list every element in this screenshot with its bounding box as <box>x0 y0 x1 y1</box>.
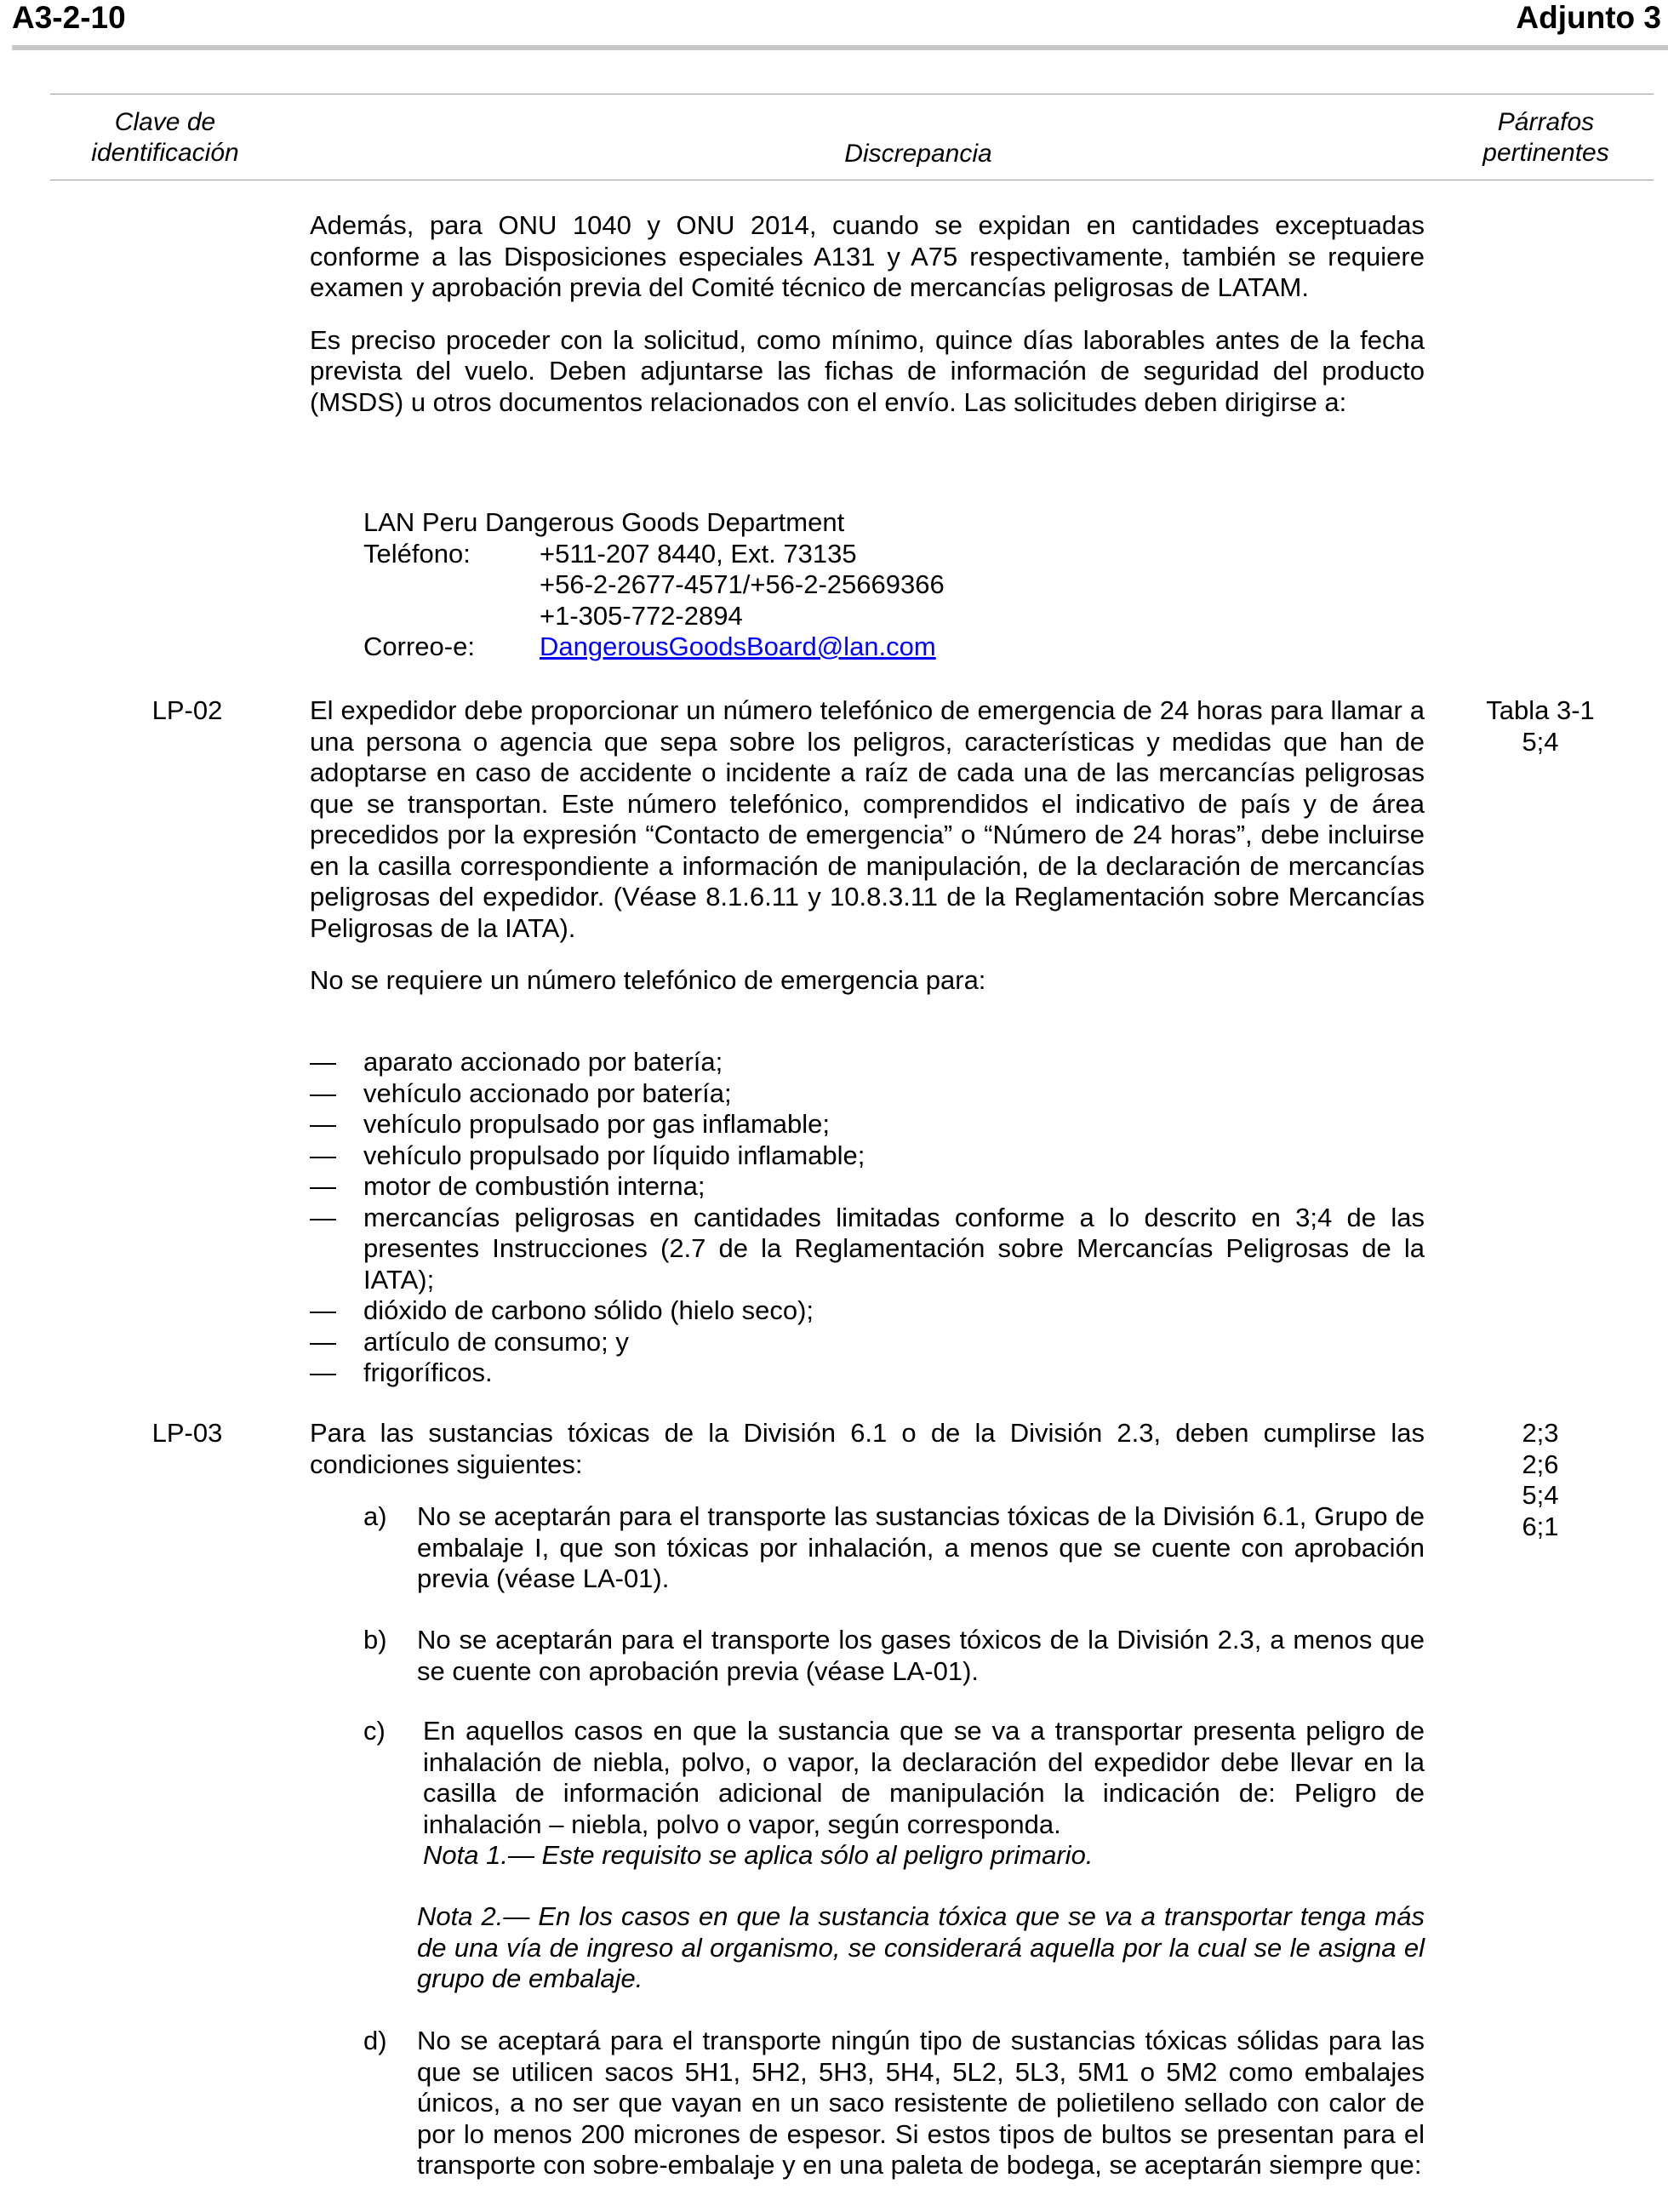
lp03-id: LP-03 <box>151 1418 223 1448</box>
phone-2: +56-2-2677-4571/+56-2-25669366 <box>540 569 945 599</box>
lp02-paragraph-1: El expedidor debe proporcionar un número telefónico de emergencia de 24 horas para llamar a una persona o agencia que sepa sobre los peligros, características y medidas que han de adoptarse en caso de accidente o incidente a raíz de cada una de las mercancías peligrosas que se transportan. Este número telefónico, comprendidos el indicativo de país y de área precedidos por la expresión “Contacto de emergencia” o “Número de 24 horas”, debe incluirse en la casilla correspondiente a información de manipulación, de la declaración de mercancías peligrosas del expedidor. (Véase 8.1.6.11 y 10.8.3.11 de la Reglamentación sobre Mercancías Peligrosas de la IATA). <box>310 695 1425 943</box>
header-rule <box>12 45 1668 50</box>
condition-d: d) No se aceptará para el transporte ningún tipo de sustancias tóxicas sólidas para las que se utilicen sacos 5H1, 5H2, 5H3, 5H4, 5L2, 5L3, 5M1 o 5M2 como embalajes únicos, a no ser que vayan en un saco resistente de polietileno sellado con calor de por lo menos 200 micrones de espesor. Si estos tipos de bultos se presentan para el transporte con sobre-embalaje y en una paleta de bodega, se aceptarán siempre que: <box>363 2026 1425 2180</box>
column-discrepancy-heading: Discrepancia <box>844 140 992 168</box>
note-2: Nota 2.— En los casos en que la sustancia tóxica que se va a transportar tenga más de una vía de ingreso al organismo, se considerará aquella por la cual se le asigna el grupo de embalaje. <box>417 1901 1425 1993</box>
email-label: Correo-e: <box>363 632 475 661</box>
phone-1: +511-207 8440, Ext. 73135 <box>540 538 857 569</box>
list-item: — mercancías peligrosas en cantidades limitadas conforme a lo descrito en 3;4 de las presentes Instrucciones (2.7 de la Reglamentación sobre Mercancías Peligrosas de la IATA); <box>310 1202 1425 1295</box>
lp02-refs: Tabla 3-1 5;4 <box>1486 695 1595 757</box>
condition-c: c) En aquellos casos en que la sustancia que se va a transportar presenta peligro de inhalación de niebla, polvo, o vapor, la declaración del expedidor debe llevar en la casilla de información adicional de manipulación la indicación de: Peligro de inhalación – niebla, polvo o vapor, según corresponda. Nota 1.— Este requisito se aplica sólo al peligro primario. <box>363 1716 1425 1870</box>
intro-paragraph-2: Es preciso proceder con la solicitud, como mínimo, quince días laborables antes de la fecha prevista del vuelo. Deben adjuntarse las fichas de información de seguridad del producto (MSDS) u otros documentos relacionados con el envío. Las solicitudes deben dirigirse a: <box>310 324 1425 417</box>
lp03-refs: 2;3 2;6 5;4 6;1 <box>1522 1418 1559 1541</box>
intro-paragraph-1: Además, para ONU 1040 y ONU 2014, cuando se expidan en cantidades exceptuadas conforme a las Disposiciones especiales A131 y A75 respectivamente, también se requiere examen y aprobación previa del Comité técnico de mercancías peligrosas de LATAM. <box>310 210 1425 302</box>
lp02-id: LP-02 <box>151 695 223 725</box>
list-item: — dióxido de carbono sólido (hielo seco); <box>310 1295 814 1325</box>
lp02-paragraph-2: No se requiere un número telefónico de emergencia para: <box>310 965 986 995</box>
intro-section <box>310 210 1425 418</box>
page-header <box>12 0 1668 48</box>
exemption-list <box>310 1047 1425 1389</box>
column-key-heading: Clave de identificación <box>91 108 239 167</box>
list-item: — vehículo propulsado por gas inflamable; <box>310 1109 831 1139</box>
list-item: — vehículo accionado por batería; <box>310 1077 732 1108</box>
phone-3: +1-305-772-2894 <box>540 600 743 631</box>
note-1: Nota 1.— Este requisito se aplica sólo al peligro primario. <box>423 1840 1094 1870</box>
list-item: — frigoríficos. <box>310 1357 493 1387</box>
list-item: — motor de combustión interna; <box>310 1171 705 1201</box>
contact-org: LAN Peru Dangerous Goods Department <box>363 507 845 537</box>
column-paragraphs-heading: Párrafos pertinentes <box>1482 108 1609 167</box>
list-item: — aparato accionado por batería; <box>310 1047 723 1077</box>
lp02-section <box>310 695 1425 997</box>
list-item: — artículo de consumo; y <box>310 1326 629 1357</box>
contact-block <box>363 507 1214 663</box>
column-header <box>50 94 1654 180</box>
page-number: A3-2-10 <box>12 0 126 35</box>
condition-a: a) No se aceptarán para el transporte las sustancias tóxicas de la División 6.1, Grupo de embalaje I, que son tóxicas por inhalación, a menos que se cuente con aprobación previa (véase LA-01). <box>363 1501 1425 1593</box>
phone-label: Teléfono: <box>363 538 471 569</box>
attachment-label: Adjunto 3 <box>1516 0 1661 35</box>
email-link[interactable]: DangerousGoodsBoard@lan.com <box>540 632 936 661</box>
condition-b: b) No se aceptarán para el transporte los gases tóxicos de la División 2.3, a menos que se cuente con aprobación previa (véase LA-01). <box>363 1625 1425 1686</box>
lp03-intro: Para las sustancias tóxicas de la División 6.1 o de la División 2.3, deben cumplirse las condiciones siguientes: <box>310 1418 1425 1479</box>
list-item: — vehículo propulsado por líquido inflamable; <box>310 1140 865 1170</box>
